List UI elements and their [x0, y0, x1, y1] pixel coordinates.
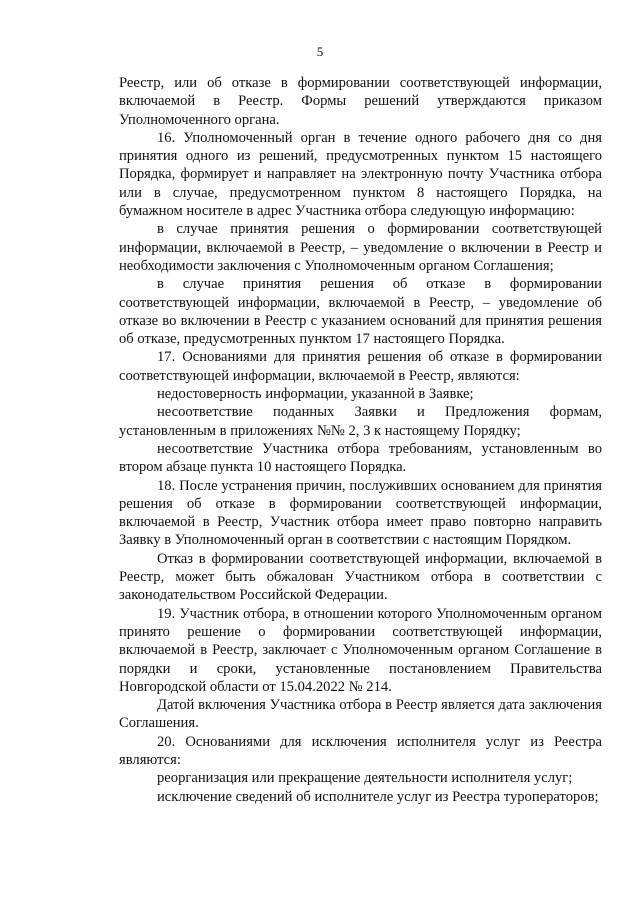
paragraph: в случае принятия решения об отказе в формировании соответствующей информации, включаемой в Реестр, – уведомление об отказе во включении в Реестр с указанием оснований для принятия решения об отказе, предусмотренных пунктом 17 настоящего Порядка. [119, 276, 602, 348]
document-body [119, 74, 602, 806]
paragraph: недостоверность информации, указанной в Заявке; [157, 386, 474, 403]
paragraph: исключение сведений об исполнителе услуг из Реестра туроператоров; [157, 788, 599, 805]
paragraph: 20. Основаниями для исключения исполнителя услуг из Реестра являются: [119, 733, 602, 768]
paragraph: несоответствие Участника отбора требованиям, установленным во втором абзаце пункта 10 настоящего Порядка. [119, 440, 602, 476]
paragraph: несоответствие поданных Заявки и Предложения формам, установленным в приложениях №№ 2, 3 к настоящему Порядку; [119, 404, 602, 439]
paragraph: 18. После устранения причин, послуживших основанием для принятия решения об отказе в формировании соответствующей информации, включаемой в Реестр, Участник отбора имеет право повторно направить Заявку в Уполномоченный орган в соответствии с настоящим Порядком. [119, 477, 602, 549]
paragraph: реорганизация или прекращение деятельности исполнителя услуг; [157, 770, 573, 787]
page-number: 5 [316, 44, 324, 59]
paragraph: Реестр, или об отказе в формировании соответствующей информации, включаемой в Реестр. Формы решений утверждаются приказом Уполномоченного органа. [119, 75, 602, 128]
paragraph: 19. Участник отбора, в отношении которого Уполномоченным органом принято решение о формировании соответствующей информации, включаемой в Реестр, заключает с Уполномоченным органом Соглашение в порядки и сроки, установленные постановлением Правительства Новгородской области от 15.04.2022 № 214. [119, 605, 602, 695]
paragraph: Датой включения Участника отбора в Реестр является дата заключения Соглашения. [119, 697, 602, 732]
paragraph: 16. Уполномоченный орган в течение одного рабочего дня со дня принятия одного из решений, предусмотренных пунктом 15 настоящего Порядка, формирует и направляет на электронную почту Участника отбора или в случае, предусмотренном пунктом 8 настоящего Порядка, на бумажном носителе в адрес Участника отбора следующую информацию: [119, 129, 602, 220]
paragraph: Отказ в формировании соответствующей информации, включаемой в Реестр, может быть обжалован Участником отбора в соответствии с законодательством Российской Федерации. [119, 550, 602, 604]
paragraph: в случае принятия решения о формировании соответствующей информации, включаемой в Реестр, – уведомление о включении в Реестр и необходимости заключения с Уполномоченным органом Соглашения; [119, 221, 602, 274]
paragraph: 17. Основаниями для принятия решения об отказе в формировании соответствующей информации, включаемой в Реестр, являются: [119, 349, 602, 384]
